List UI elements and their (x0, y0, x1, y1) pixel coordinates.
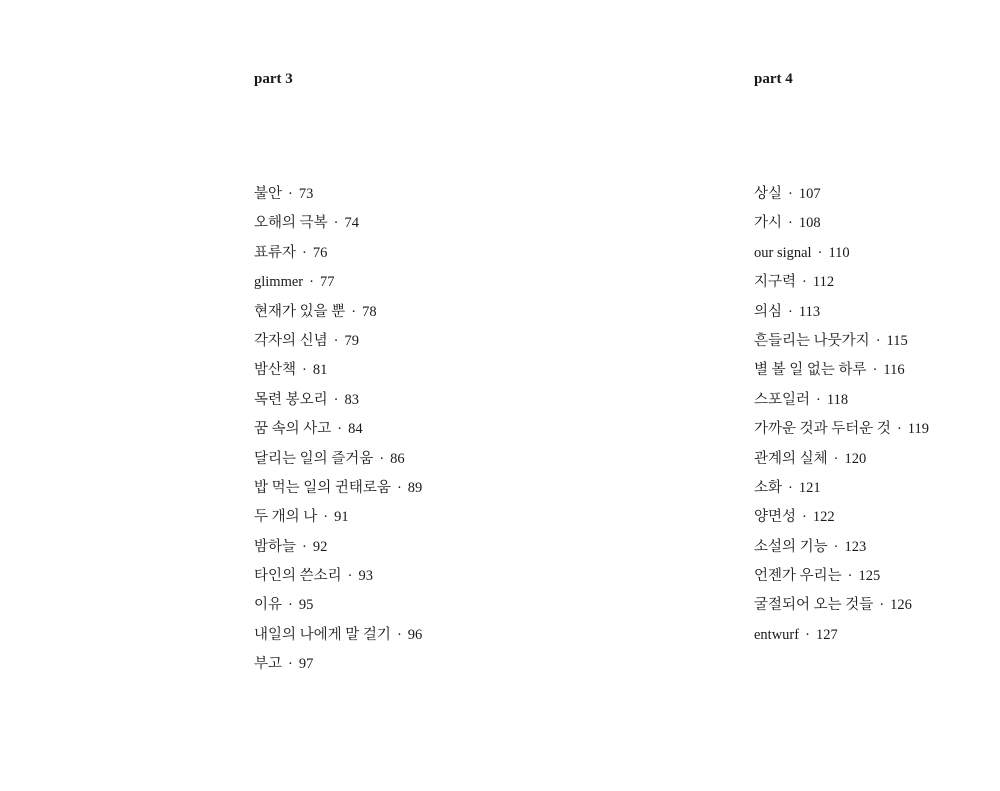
toc-entry-title: 표류자 (254, 244, 297, 261)
toc-entry-separator: · (333, 332, 339, 349)
toc-entry-page-number: 91 (334, 509, 349, 526)
toc-entry-title: 가시 (754, 215, 783, 232)
toc-entry-separator: · (351, 303, 357, 320)
toc-entry-separator: · (288, 186, 293, 202)
toc-entry-title: 목련 봉오리 (254, 391, 328, 408)
toc-entry-separator: · (302, 244, 307, 261)
toc-entry-title: our signal (754, 244, 812, 261)
toc-entry-page-number: 126 (890, 597, 912, 614)
toc-entry (254, 478, 422, 507)
part-3-heading: part 3 (254, 71, 293, 87)
toc-entry-title: 의심 (754, 303, 783, 320)
toc-entry-title: 꿈 속의 사고 (254, 421, 332, 438)
toc-entry-page-number: 95 (298, 597, 314, 614)
toc-entry-separator: · (379, 450, 385, 467)
toc-entry (754, 272, 929, 301)
toc-entry-title: 지구력 (754, 274, 797, 291)
toc-entry-title: 양면성 (754, 509, 797, 526)
toc-entry-separator: · (896, 421, 902, 438)
toc-entry (754, 566, 929, 595)
toc-entry (754, 449, 929, 478)
toc-entry-separator: · (347, 568, 353, 585)
toc-entry-page-number: 86 (390, 450, 405, 467)
toc-entry-separator: · (309, 274, 314, 291)
toc-entry-page-number: 112 (812, 274, 835, 291)
toc-entry (254, 302, 422, 331)
toc-entry-separator: · (817, 244, 823, 261)
toc-entry-page-number: 92 (312, 538, 328, 555)
toc-entry-title: 오해의 극복 (254, 215, 328, 232)
toc-entry (254, 184, 422, 213)
toc-entry-title: 밤하늘 (254, 538, 297, 555)
toc-entry-separator: · (788, 479, 793, 496)
toc-entry-page-number: 115 (886, 332, 908, 349)
toc-entry (254, 595, 422, 624)
toc-entry-separator: · (337, 421, 343, 438)
toc-entry-title: 관계의 실체 (754, 450, 828, 467)
part-4-heading: part 4 (754, 71, 793, 87)
toc-entry (254, 419, 422, 448)
toc-entry-page-number: 118 (826, 391, 849, 408)
toc-entry (754, 390, 929, 419)
toc-entry (754, 331, 929, 360)
toc-entry-page-number: 81 (312, 362, 328, 379)
toc-entry (254, 331, 422, 360)
toc-entry-page-number: 74 (344, 215, 360, 232)
part-3-toc-list (254, 184, 422, 684)
toc-entry (254, 213, 422, 242)
toc-entry-page-number: 96 (407, 626, 423, 643)
toc-entry-title: 내일의 나에게 말 걸기 (254, 626, 391, 643)
toc-entry-title: 부고 (254, 656, 283, 673)
toc-entry-title: 현재가 있을 뿐 (254, 303, 346, 320)
toc-entry-separator: · (833, 450, 839, 467)
toc-entry (254, 360, 422, 389)
toc-entry-separator: · (323, 509, 329, 526)
toc-entry (754, 360, 929, 389)
toc-entry-page-number: 107 (798, 186, 821, 202)
toc-entry (254, 272, 422, 301)
toc-entry (754, 595, 929, 624)
toc-entry-separator: · (396, 479, 402, 496)
toc-entry-separator: · (788, 215, 793, 232)
toc-entry-page-number: 76 (312, 244, 328, 261)
toc-entry (754, 507, 929, 536)
toc-entry-page-number: 125 (858, 568, 881, 585)
toc-entry-separator: · (333, 215, 339, 232)
toc-entry-page-number: 84 (348, 421, 363, 438)
toc-entry-separator: · (802, 274, 807, 291)
toc-entry-title: 굴절되어 오는 것들 (754, 597, 874, 614)
toc-entry-separator: · (805, 626, 810, 643)
toc-entry-title: 달리는 일의 즐거움 (254, 450, 374, 467)
toc-entry-title: glimmer (254, 274, 304, 291)
toc-entry-separator: · (302, 538, 307, 555)
toc-entry-title: 소설의 기능 (754, 538, 828, 555)
toc-entry-page-number: 123 (844, 538, 867, 555)
toc-entry-page-number: 121 (798, 479, 821, 496)
toc-entry-title: 밤산책 (254, 362, 297, 379)
toc-entry (254, 449, 422, 478)
toc-entry-title: 스포일러 (754, 391, 811, 408)
toc-entry-separator: · (879, 597, 885, 614)
toc-entry-separator: · (833, 538, 839, 555)
toc-entry-title: 상실 (754, 186, 783, 202)
toc-entry (754, 478, 929, 507)
toc-entry (754, 243, 929, 272)
toc-entry-title: 언젠가 우리는 (754, 568, 842, 585)
toc-entry-title: 두 개의 나 (254, 509, 318, 526)
toc-entry-page-number: 119 (907, 421, 929, 438)
toc-entry-separator: · (872, 362, 878, 379)
toc-entry-page-number: 93 (358, 568, 374, 585)
toc-entry-page-number: 120 (844, 450, 867, 467)
toc-entry-page-number: 89 (407, 479, 423, 496)
toc-entry-title: 별 볼 일 없는 하루 (754, 362, 867, 379)
toc-entry (754, 419, 929, 448)
toc-entry-separator: · (802, 509, 807, 526)
toc-entry (754, 302, 929, 331)
toc-entry-title: 타인의 쓴소리 (254, 568, 342, 585)
toc-entry-page-number: 79 (344, 332, 360, 349)
toc-entry-page-number: 113 (798, 303, 821, 320)
toc-entry-title: 밥 먹는 일의 귄태로움 (254, 479, 391, 496)
toc-entry (254, 243, 422, 272)
toc-entry-page-number: 108 (798, 215, 821, 232)
toc-entry-separator: · (788, 186, 793, 202)
toc-entry-page-number: 116 (883, 362, 905, 379)
toc-entry-separator: · (302, 362, 307, 379)
toc-entry-separator: · (875, 332, 881, 349)
toc-entry-title: 가까운 것과 두터운 것 (754, 421, 891, 438)
toc-entry-page-number: 83 (344, 391, 360, 408)
part-4-toc-list (754, 184, 929, 654)
toc-entry-title: 흔들리는 나뭇가지 (754, 332, 870, 349)
toc-entry-title: entwurf (754, 626, 800, 643)
toc-entry-separator: · (788, 303, 793, 320)
toc-entry-page-number: 97 (298, 656, 314, 673)
toc-entry (254, 625, 422, 654)
toc-entry-page-number: 110 (828, 244, 850, 261)
toc-entry-separator: · (847, 568, 853, 585)
toc-entry-page-number: 77 (319, 274, 335, 291)
toc-entry-separator: · (288, 656, 293, 673)
toc-entry-page-number: 73 (298, 186, 314, 202)
toc-entry-page-number: 127 (815, 626, 838, 643)
toc-entry-title: 불안 (254, 186, 283, 202)
toc-entry (754, 625, 929, 654)
toc-entry (254, 537, 422, 566)
toc-entry-separator: · (333, 391, 339, 408)
toc-entry-separator: · (288, 597, 293, 614)
toc-entry (754, 184, 929, 213)
toc-entry-page-number: 78 (362, 303, 377, 320)
toc-entry (754, 213, 929, 242)
toc-entry-page-number: 122 (812, 509, 835, 526)
toc-entry-title: 이유 (254, 597, 283, 614)
toc-entry-separator: · (816, 391, 821, 408)
toc-entry-separator: · (396, 626, 402, 643)
toc-entry (754, 537, 929, 566)
toc-entry (254, 507, 422, 536)
toc-entry-title: 소화 (754, 479, 783, 496)
toc-entry (254, 566, 422, 595)
toc-entry (254, 654, 422, 683)
toc-entry (254, 390, 422, 419)
toc-entry-title: 각자의 신념 (254, 332, 328, 349)
